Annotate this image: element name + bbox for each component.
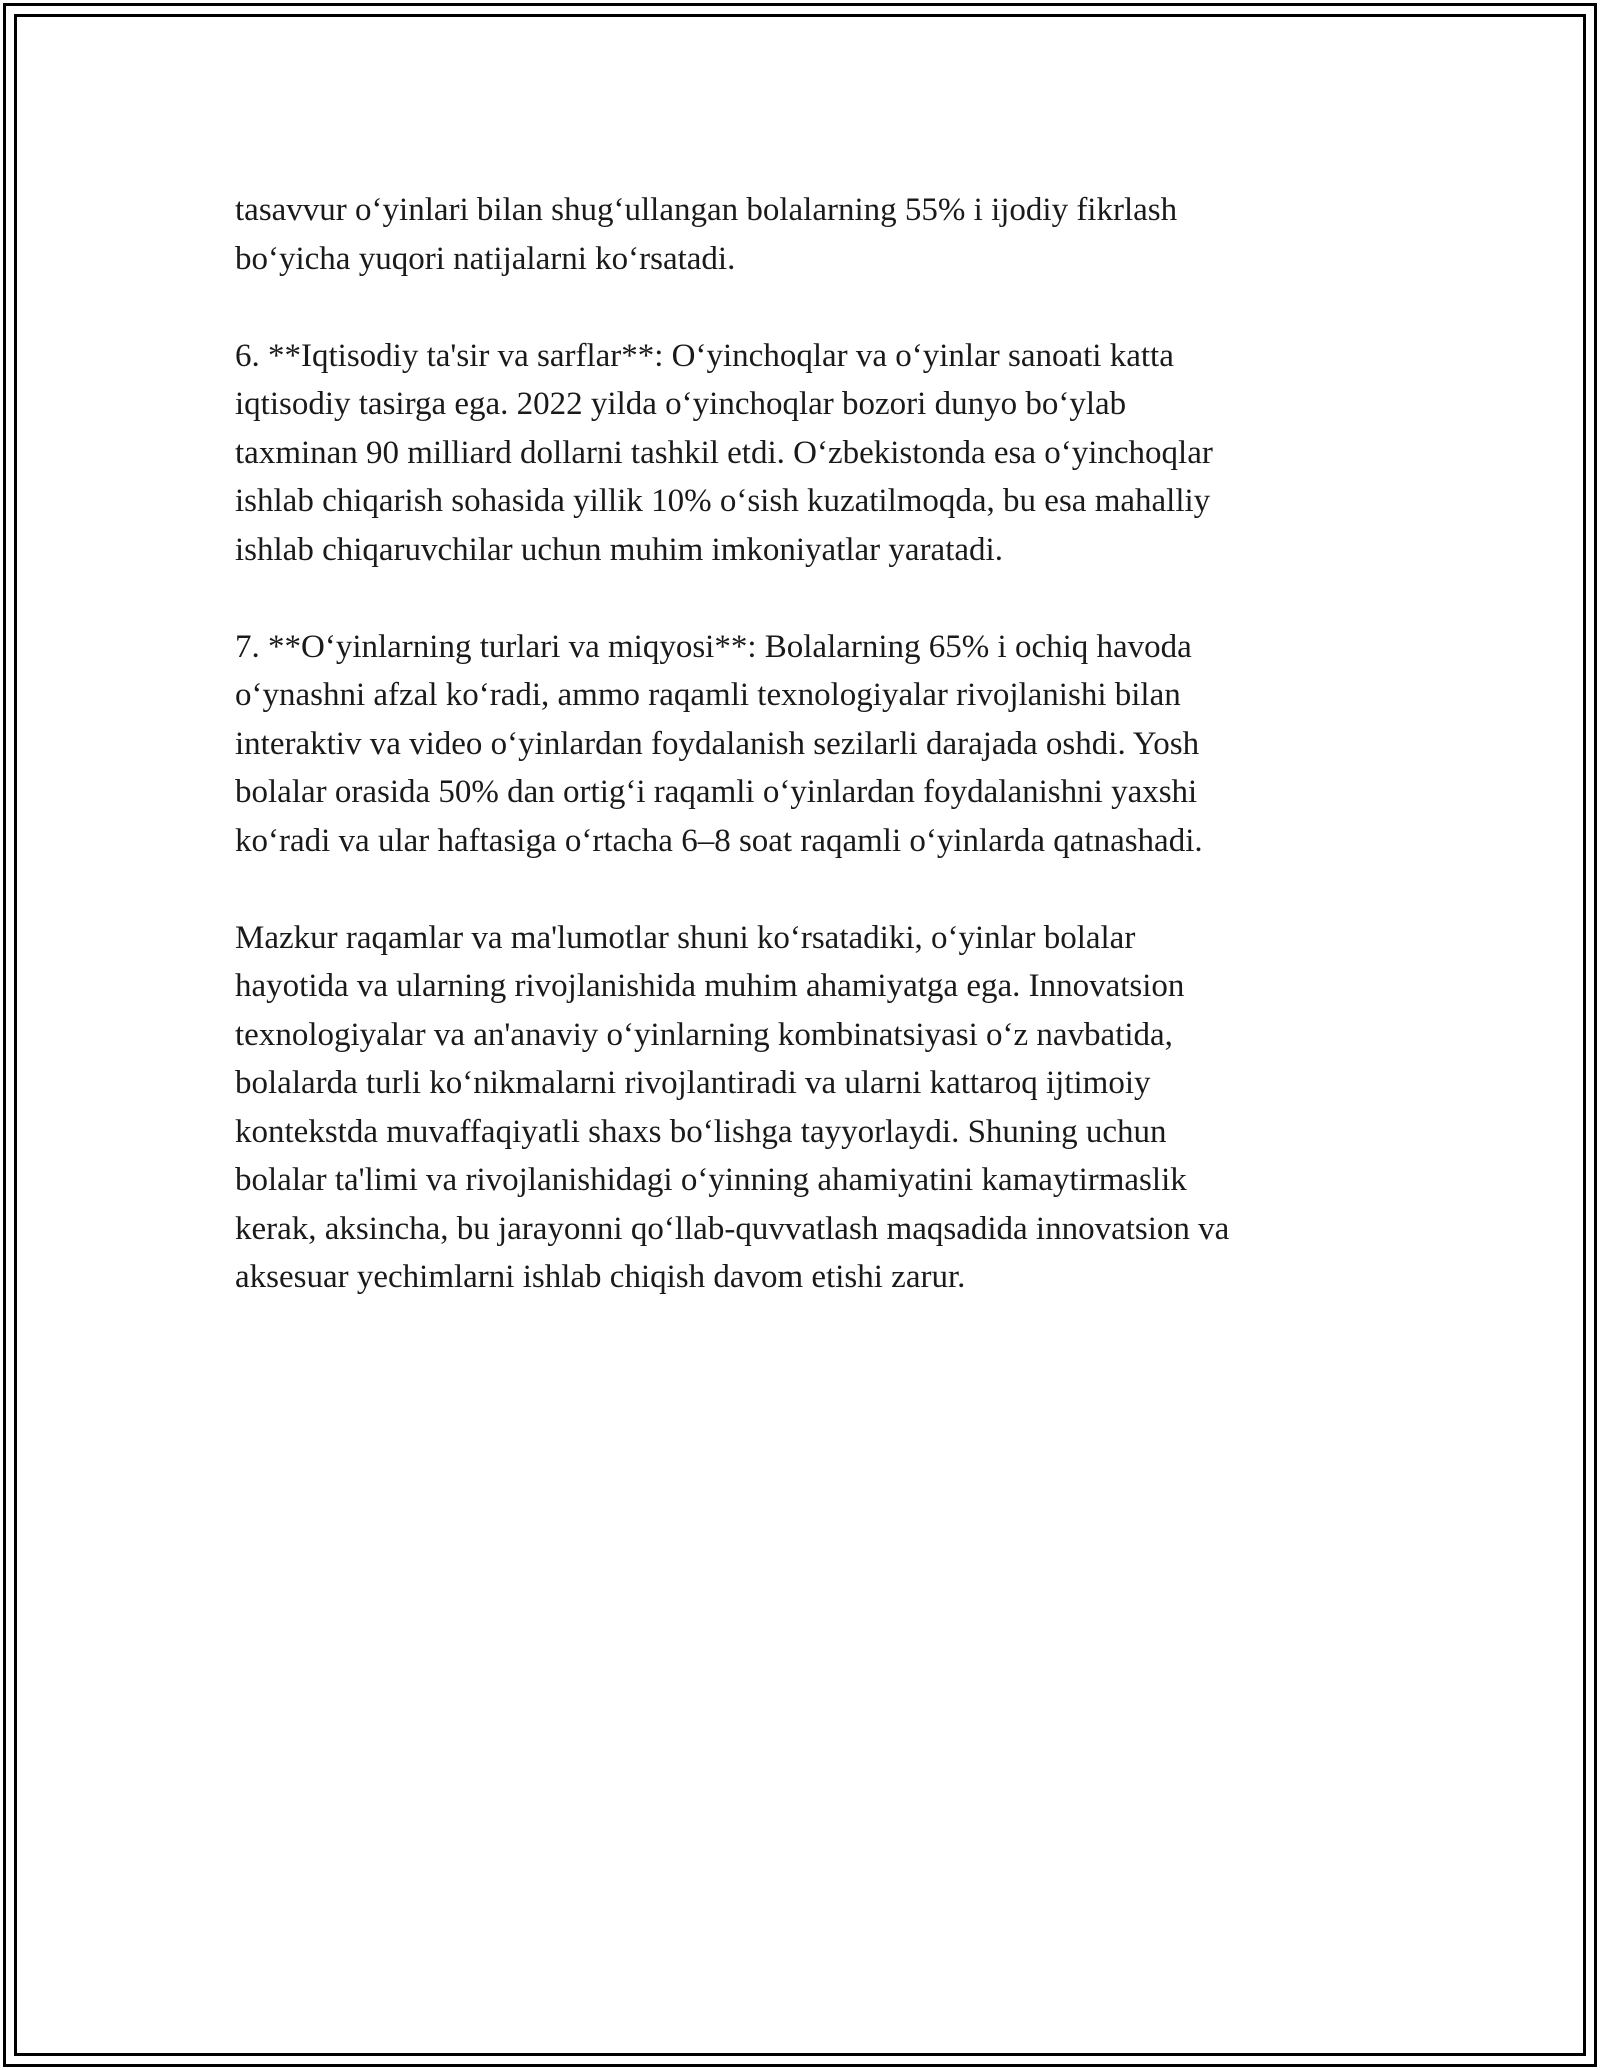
paragraph-economic-impact: 6. **Iqtisodiy ta'sir va sarflar**: O‘yinchoqlar va o‘yinlar sanoati katta iqtisodiy tasirga ega. 2022 yilda o‘yinchoqlar bozori dunyo bo‘ylab taxminan 90 milliard dollarni tashkil etdi. O‘zbekistonda esa o‘yinchoqlar ishlab chiqarish sohasida yillik 10% o‘sish kuzatilmoqda, bu esa mahalliy ishlab chiqaruvchilar uchun muhim imkoniyatlar yaratadi. — [235, 337, 1213, 568]
paragraph-conclusion: Mazkur raqamlar va ma'lumotlar shuni ko‘rsatadiki, o‘yinlar bolalar hayotida va ularning rivojlanishida muhim ahamiyatga ega. Innovatsion texnologiyalar va an'anaviy o‘yinlarning kombinatsiyasi o‘z navbatida, bolalarda turli ko‘nikmalarni rivojlantiradi va ularni kattaroq ijtimoiy kontekstda muvaffaqiyatli shaxs bo‘lishga tayyorlaydi. Shuning uchun bolalar ta'limi va rivojlanishidagi o‘yinning ahamiyatini kamaytirmaslik kerak, aksincha, bu jarayonni qo‘llab-quvvatlash maqsadida innovatsion va aksesuar yechimlarni ishlab chiqish davom etishi zarur. — [235, 919, 1230, 1295]
document-body — [235, 186, 1365, 1350]
paragraph-intro-continuation: tasavvur o‘yinlari bilan shug‘ullangan bolalarning 55% i ijodiy fikrlash bo‘yicha yuqori natijalarni ko‘rsatadi. — [235, 192, 1178, 277]
paragraph-game-types: 7. **O‘yinlarning turlari va miqyosi**: Bolalarning 65% i ochiq havoda o‘ynashni afzal ko‘radi, ammo raqamli texnologiyalar rivojlanishi bilan interaktiv va video o‘yinlardan foydalanish sezilarli darajada oshdi. Yosh bolalar orasida 50% dan ortig‘i raqamli o‘yinlardan foydalanishni yaxshi ko‘radi va ular haftasiga o‘rtacha 6–8 soat raqamli o‘yinlarda qatnashadi. — [235, 628, 1203, 859]
